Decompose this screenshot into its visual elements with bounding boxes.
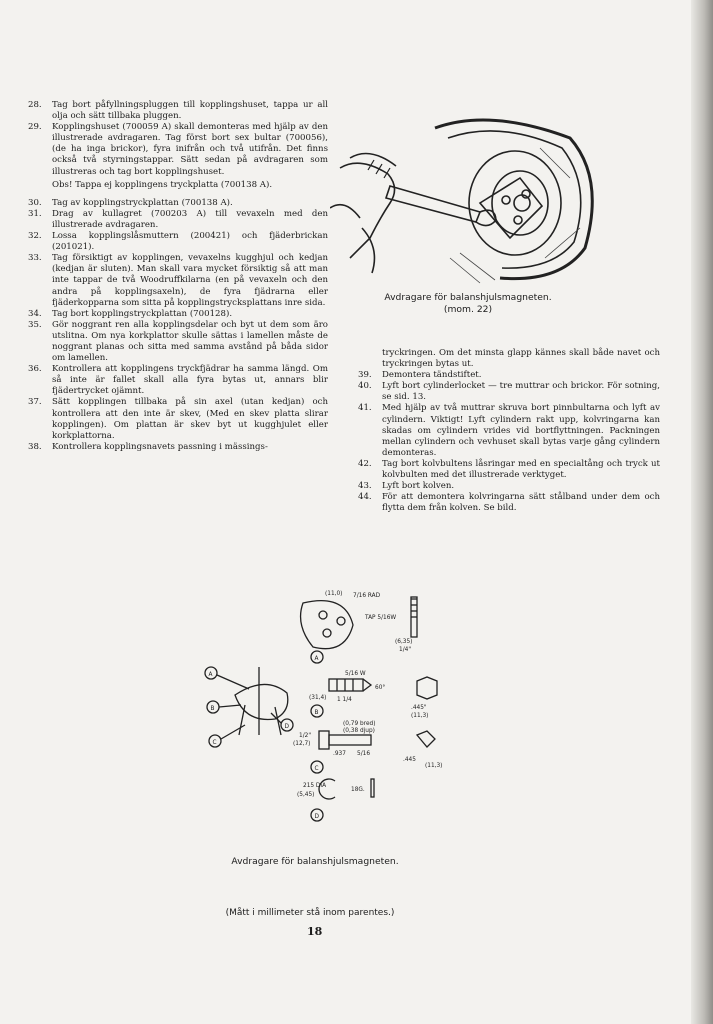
item-text: Kontrollera kopplingsnavets passning i mässings- [52, 441, 268, 452]
item-number [358, 348, 382, 370]
list-item [28, 364, 328, 397]
item-number: 35. [28, 319, 42, 330]
page-edge [691, 0, 713, 1024]
list-item [28, 231, 328, 253]
item-number: 28. [28, 100, 42, 110]
item-number: 39. [358, 370, 372, 381]
dim-516: 5/16 [357, 751, 371, 757]
item-number: 32. [28, 231, 42, 242]
dim-thread: 5/16 W [345, 671, 366, 677]
list-item [28, 442, 328, 453]
figure1-caption-ref: (mom. 22) [443, 304, 493, 315]
label-a: A [314, 656, 319, 662]
item-text: tryckringen. Om det minsta glapp kännes skall både navet och tryckringen bytas ut. [382, 348, 660, 370]
list-item [28, 397, 328, 441]
dim-314: (31,4) [309, 695, 327, 701]
label-c-assembly: C [212, 740, 217, 746]
item-text: Drag av kullagret (700203 A) till vevaxeln med den illustrerade avdragaren. [52, 208, 328, 230]
footnote: (Mått i millimeter stå inom parentes.) [225, 908, 395, 918]
dim-114: 1 1/4 [337, 697, 352, 703]
item-number: 31. [28, 208, 42, 219]
item-text: Tag av kopplingstryckplattan (700138 A). [52, 197, 233, 208]
item-number: 42. [358, 458, 372, 469]
puller-parts-diagram [195, 585, 475, 825]
dim-113a: (11,3) [411, 713, 429, 719]
list-item [28, 198, 328, 209]
page-number: 18 [307, 925, 323, 938]
list-item [358, 492, 660, 514]
figure1-caption [368, 292, 568, 316]
item-text: Tag försiktigt av kopplingen, vevaxelns kugghjul och kedjan (kedjan är sluten). Man skall vara mycket försiktig så att man inte tappar de två Woodruffkilarna (en på vevaxeln och den andra på kopplingsaxeln), de fyra fjädrarna eller fjäderkopparna som sitta på kopplingstrycksplattans inre sida. [52, 253, 328, 308]
list-item [358, 370, 660, 381]
item-number: 41. [358, 403, 372, 414]
right-text-column [358, 348, 660, 514]
list-item [358, 459, 660, 481]
dim-113b: (11,3) [425, 763, 443, 769]
item-number: 30. [28, 197, 42, 208]
item-text: Demontera tändstiftet. [382, 370, 482, 381]
figure2-caption: Avdragare för balanshjulsmagneten. [231, 856, 399, 867]
list-item [28, 309, 328, 320]
item-number: 34. [28, 308, 42, 319]
dim-bred: (0,79 bred) [343, 721, 376, 727]
item-text: Gör noggrant ren alla kopplingsdelar och byt ut dem som äro utslitna. Om nya korkplattor skulle sättas i lamellen måste de noggrant planas och sitta med samma avstånd på båda sidor om lamellen. [52, 319, 328, 364]
label-d: D [314, 814, 319, 820]
figure1-caption-title: Avdragare för balanshjulsmagneten. [384, 292, 552, 303]
dim-545: (5,45) [297, 792, 315, 798]
label-d-assembly: D [284, 724, 289, 730]
dim-dia: 215 DIA [303, 783, 327, 789]
dim-rad: 7/16 RAD [353, 593, 381, 599]
dim-quarter: 1/4" [399, 647, 411, 653]
label-a-assembly: A [208, 672, 213, 678]
item-number: 43. [358, 481, 372, 492]
puller-illustration [330, 108, 610, 288]
dim-937: .937 [333, 751, 346, 757]
item-text: Lyft bort cylinderlocket — tre muttrar och brickor. För sotning, se sid. 13. [382, 381, 660, 403]
label-b-assembly: B [210, 706, 215, 712]
item-text: Sätt kopplingen tillbaka på sin axel (utan kedjan) och kontrollera att den inte är skev, (Med en skev platta slirar kopplingen). Om plattan är skev byt ut kugghjulet eller korkplattorna. [52, 397, 328, 441]
label-b: B [314, 710, 319, 716]
list-item [358, 381, 660, 403]
item-number: 29. [28, 122, 42, 133]
item-text: Med hjälp av två muttrar skruva bort pinnbultarna och lyft av cylindern. Viktigt! Lyft cylindern rakt upp, kolvringarna kan skadas om cylindern vrides vid bortflyttningen. Packningen mellan cylindern och vevhuset skall bytas varje gång cylindern demonteras. [382, 403, 660, 458]
dim-tap: TAP 5/16W [365, 615, 397, 621]
dim-445a: .445" [411, 705, 427, 711]
item-text: Kopplingshuset (700059 A) skall demonteras med hjälp av den illustrerade avdragaren. Tag först bort sex bultar (700056), (de ha inga brickor), fyra inifrån och två utifrån. Det finns också två styrningstappar. Sätt sedan på avdragaren som illustreras och tag bort kopplingshuset. [52, 122, 328, 177]
note-text: Obs! Tappa ej kopplingens tryckplatta (700138 A). [52, 179, 273, 190]
dim-djup: (0,38 djup) [343, 728, 375, 734]
dim-half: 1/2" [299, 733, 311, 739]
left-text-column [28, 100, 328, 453]
item-number: 40. [358, 381, 372, 392]
item-number: 33. [28, 253, 42, 264]
list-item [358, 481, 660, 492]
list-item [358, 348, 660, 370]
dim-445b: .445 [403, 757, 416, 763]
list-item [28, 320, 328, 364]
label-c: C [314, 766, 319, 772]
item-text: För att demontera kolvringarna sätt stålband under dem och flytta dem från kolven. Se bild. [382, 492, 660, 514]
item-number: 37. [28, 397, 42, 408]
item-number: 44. [358, 492, 372, 503]
list-item [28, 100, 328, 122]
item-text: Tag bort påfyllningspluggen till kopplingshuset, tappa ur all olja och sätt tillbaka pluggen. [52, 100, 328, 122]
dim-11: (11,0) [325, 591, 343, 597]
dim-635: (6,35) [395, 639, 413, 645]
list-item [358, 403, 660, 458]
dim-60: 60° [375, 685, 386, 691]
item-number: 36. [28, 364, 42, 375]
item-text: Lyft bort kolven. [382, 481, 455, 492]
list-item [28, 209, 328, 231]
item-number: 38. [28, 441, 42, 452]
list-item [28, 253, 328, 308]
item-text: Tag bort kopplingstryckplattan (700128). [52, 308, 233, 319]
item-text: Lossa kopplingslåsmuttern (200421) och fjäderbrickan (201021). [52, 231, 328, 253]
list-item [28, 122, 328, 177]
dim-18g: 18G. [351, 787, 365, 793]
item-text: Tag bort kolvbultens låsringar med en specialtång och tryck ut kolvbulten med det illustrerade verktyget. [382, 458, 660, 481]
dim-127: (12,7) [293, 741, 311, 747]
item-text: Kontrollera att kopplingens tryckfjädrar ha samma längd. Om så inte är fallet skall alla fyra bytas ut, annars blir fjädertrycket ojämnt. [52, 364, 328, 397]
